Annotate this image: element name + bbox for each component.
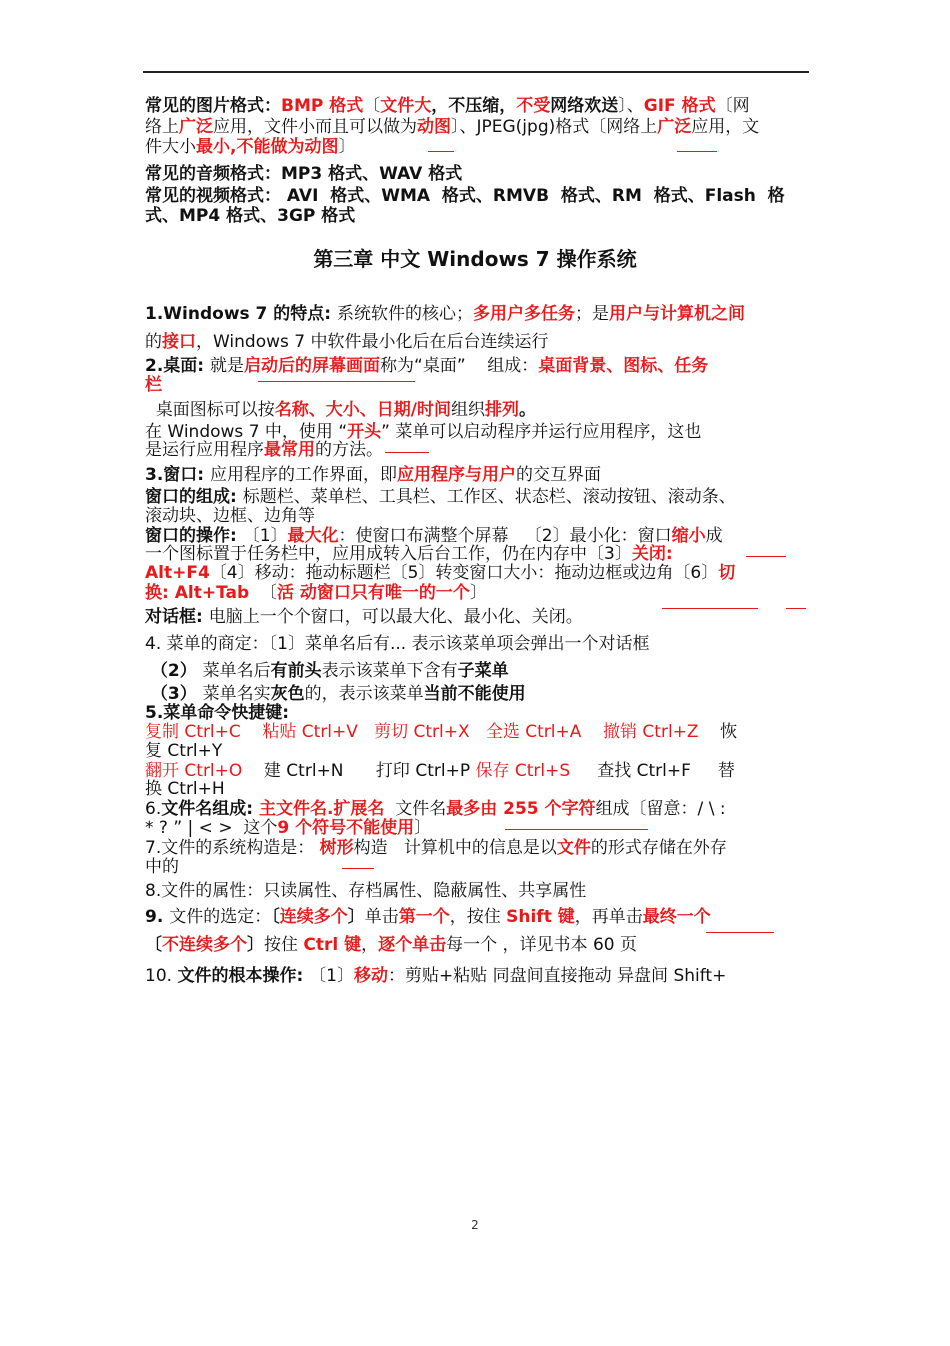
text-run: 9. xyxy=(145,907,170,927)
text-run: 组成〔留意：/ \ : xyxy=(595,799,726,819)
text-run: 成 xyxy=(705,526,723,546)
text-run: 用户与计算机之间 xyxy=(609,304,746,324)
text-run: 窗口的操作: xyxy=(145,526,243,546)
text-run: 接口 xyxy=(162,332,196,352)
blank-line xyxy=(786,608,806,609)
blank-line xyxy=(342,868,374,869)
text-run: 活 动窗口只有唯一的一个 xyxy=(276,583,470,603)
text-line-s7b xyxy=(145,857,810,877)
text-run: 应用程序的工作界面，即 xyxy=(210,465,398,485)
text-run: ：剪贴+粘贴 同盘间直接拖动 异盘间 Shift+ xyxy=(388,966,727,986)
text-run: 最常用 xyxy=(264,440,315,460)
text-run: 应用，文件小而且可以做为 xyxy=(213,117,417,137)
text-line-s2d xyxy=(145,422,810,442)
text-run: 〔 xyxy=(271,907,280,927)
text-run: 〔1〕 xyxy=(242,526,288,546)
text-run: 的 xyxy=(145,332,162,352)
text-line-s2c xyxy=(145,400,810,420)
text-run: 中的 xyxy=(145,857,179,877)
text-run: 〔4〕移动：拖动标题栏〔5〕转变窗口大小：拖动边框或边角〔6〕 xyxy=(209,563,719,583)
text-run: 第一个 xyxy=(398,907,450,927)
text-run: 〕 xyxy=(414,818,432,838)
text-run: ：使窗口布满整个屏幕 〔2〕最小化：窗口 xyxy=(338,526,672,546)
text-run: 对话框: xyxy=(145,607,209,627)
text-line-s5e xyxy=(145,779,810,799)
text-run: 不受 xyxy=(516,96,551,116)
text-run: 动图 xyxy=(417,117,451,137)
text-run: 广泛 xyxy=(179,117,213,137)
text-run: 树形 xyxy=(319,838,354,858)
text-run: 常见的图片格式： xyxy=(145,96,281,116)
header-rule xyxy=(143,71,809,73)
text-run: 〔1〕 xyxy=(309,966,354,986)
blank-line xyxy=(428,151,454,152)
text-line-s3h xyxy=(145,607,810,627)
text-run: 的，表示该菜单 xyxy=(304,684,424,704)
text-run: 复制 Ctrl+C 粘贴 Ctrl+V 剪切 Ctrl+X 全选 Ctrl+A 撤销 Ctrl+Z xyxy=(145,722,699,742)
text-run: Ctrl 键 xyxy=(303,935,362,955)
text-run: 文件的选定： xyxy=(169,907,272,927)
text-line-s5a xyxy=(145,703,810,723)
text-run: 最多由 255 个字符 xyxy=(446,799,596,819)
text-run: 关闭: xyxy=(631,544,673,564)
text-run: （3） xyxy=(145,684,203,704)
text-run: 是运行应用程序 xyxy=(145,440,264,460)
text-run: 〕、 xyxy=(618,96,644,116)
text-run: 9 个符号不能使用 xyxy=(277,818,415,838)
text-line-s9a xyxy=(145,907,810,927)
text-run: 灰色 xyxy=(270,684,305,704)
text-run: 7.文件的系统构造是： xyxy=(145,838,320,858)
text-run: 排列 xyxy=(485,400,520,420)
text-run: 菜单名后 xyxy=(202,661,271,681)
text-line-s3d xyxy=(145,526,810,546)
text-line-s5c xyxy=(145,741,810,761)
text-run: 桌面背景、图标、任务 xyxy=(538,356,709,376)
text-run: 络上 xyxy=(145,117,179,137)
text-run: 的交互界面 xyxy=(516,465,602,485)
text-line-video2 xyxy=(145,206,810,226)
text-run: 〕 xyxy=(247,935,264,955)
text-run: 表示该菜单下含有 xyxy=(321,661,458,681)
text-run: 移动 xyxy=(354,966,388,986)
text-run: 组织 xyxy=(451,400,486,420)
text-line-img2 xyxy=(145,117,810,137)
text-run: 不连续多个 xyxy=(162,935,247,955)
text-line-s7a xyxy=(145,838,810,858)
text-run: 菜单名实 xyxy=(202,684,271,704)
text-run: 电脑上一个个窗口，可以最大化、最小化、关闭。 xyxy=(208,607,583,627)
text-run: GIF 格式 xyxy=(643,96,716,116)
blank-line xyxy=(505,829,648,830)
text-run: 按住 xyxy=(264,935,304,955)
text-run: 最终一个 xyxy=(642,907,711,927)
text-run: ， xyxy=(361,935,379,955)
blank-line xyxy=(385,452,429,453)
text-run: 多用户多任务 xyxy=(473,304,576,324)
text-run: 应用，文 xyxy=(691,117,760,137)
text-run: 一个图标置于任务栏中，应用成转入后台工作，仍在内存中〔3〕 xyxy=(145,544,632,564)
text-line-s9b xyxy=(145,935,810,955)
text-run: 称为“桌面” 组成： xyxy=(380,356,539,376)
blank-line xyxy=(258,381,415,382)
text-run: ，按住 xyxy=(449,907,507,927)
text-run: 常见的视频格式： AVI 格式、WMA 格式、RMVB 格式、RM 格式、Flash 格 xyxy=(145,186,785,206)
text-run: 〕 xyxy=(347,907,365,927)
text-run: 。 xyxy=(519,400,537,420)
text-run: 〕 xyxy=(338,137,356,157)
text-run: 〕 xyxy=(469,583,487,603)
text-run: ” 菜单可以启动程序并运行应用程序，这也 xyxy=(381,422,702,442)
text-run: 文件的根本操作: xyxy=(177,966,310,986)
text-run: 文件大 xyxy=(380,96,432,116)
text-run: 〔 xyxy=(249,583,277,603)
text-run: 件大小 xyxy=(145,137,196,157)
blank-line xyxy=(662,608,758,609)
text-run: 文件名组成: xyxy=(161,799,259,819)
text-run: 标题栏、菜单栏、工具栏、工作区、状态栏、滚动按钮、滚动条、 xyxy=(242,487,736,507)
text-line-s2e xyxy=(145,440,810,460)
text-run: 主文件名.扩展名 xyxy=(258,799,385,819)
text-line-s3c xyxy=(145,506,810,526)
text-line-s3g xyxy=(145,583,810,603)
text-run: 的形式存储在外存 xyxy=(590,838,727,858)
text-run: 〔 xyxy=(363,96,381,116)
text-line-s4a xyxy=(145,634,810,654)
text-run: 〕、JPEG(jpg)格式〔网络上 xyxy=(451,117,658,137)
text-run: 在 Windows 7 中，使用 “ xyxy=(145,422,348,442)
text-run: 广泛 xyxy=(657,117,692,137)
text-run: 单击 xyxy=(364,907,399,927)
text-run: 1.Windows 7 的特点: xyxy=(145,304,338,324)
text-run: Alt+F4 xyxy=(145,563,210,583)
text-line-s2a xyxy=(145,356,810,376)
text-run: 网络欢送 xyxy=(550,96,619,116)
text-line-audio xyxy=(145,164,810,184)
text-run: 2.桌面: xyxy=(145,356,211,376)
text-run: 最小,不能做为动图 xyxy=(196,137,339,157)
text-run: ，不压缩， xyxy=(431,96,517,116)
text-run: 就是 xyxy=(210,356,245,376)
text-run: 3.窗口: xyxy=(145,465,211,485)
text-line-video1 xyxy=(145,186,810,206)
text-run: 构造 计算机中的信息是以 xyxy=(353,838,557,858)
text-line-s3b xyxy=(145,487,810,507)
text-run: 逐个单击 xyxy=(378,935,447,955)
text-run: 建 Ctrl+N 打印 Ctrl+P xyxy=(242,761,476,781)
text-run: 开头 xyxy=(347,422,382,442)
text-run: 每一个 ，详见书本 60 页 xyxy=(446,935,637,955)
text-run: Shift 键 xyxy=(506,907,575,927)
text-line-s3e xyxy=(145,544,810,564)
blank-line xyxy=(746,556,786,557)
text-line-s8 xyxy=(145,881,810,901)
text-run: 连续多个 xyxy=(279,907,348,927)
text-line-s5b xyxy=(145,722,810,742)
text-run: 〔 xyxy=(145,935,162,955)
text-run: 8.文件的属性：只读属性、存档属性、隐蔽属性、共享属性 xyxy=(145,881,587,901)
text-line-s5d xyxy=(145,761,810,781)
text-run: 启动后的屏幕画面 xyxy=(244,356,381,376)
text-line-s1b xyxy=(145,332,810,352)
chapter-title: 第三章 中文 Windows 7 操作系统 xyxy=(313,247,637,271)
blank-line xyxy=(677,151,717,152)
text-line-s10 xyxy=(145,966,810,986)
text-run: 当前不能使用 xyxy=(423,684,526,704)
text-run: 常见的音频格式：MP3 格式、WAV 格式 xyxy=(145,164,463,184)
text-line-s4c xyxy=(145,684,810,704)
text-run: 复 Ctrl+Y xyxy=(145,741,223,761)
text-run: 翻开 Ctrl+O xyxy=(145,761,243,781)
text-line-s6a xyxy=(145,799,810,819)
text-run: 6. xyxy=(145,799,162,819)
text-line-s3a xyxy=(145,465,810,485)
text-run: 滚动块、边框、边角等 xyxy=(145,506,315,526)
text-line-s2b xyxy=(145,375,810,395)
text-run: ，Windows 7 中软件最小化后在后台连续运行 xyxy=(196,332,549,352)
text-run: 窗口的组成: xyxy=(145,487,243,507)
text-line-s4b xyxy=(145,661,810,681)
text-run: 子菜单 xyxy=(457,661,509,681)
text-line-s1a xyxy=(145,304,810,324)
text-run: 恢 xyxy=(698,722,738,742)
text-run: 〔网 xyxy=(715,96,750,116)
text-run: 应用程序与用户 xyxy=(397,465,517,485)
text-line-s3f xyxy=(145,563,810,583)
text-run: 缩小 xyxy=(671,526,706,546)
text-run: ，再单击 xyxy=(574,907,643,927)
text-line-img3 xyxy=(145,137,810,157)
text-run: 栏 xyxy=(145,375,162,395)
text-run: 换 Ctrl+H xyxy=(145,779,225,799)
text-run: 4. 菜单的商定：〔1〕菜单名后有... 表示该菜单项会弹出一个对话框 xyxy=(145,634,650,654)
text-run: 换: Alt+Tab xyxy=(145,583,250,603)
page-number: 2 xyxy=(471,1218,479,1232)
text-run: 切 xyxy=(718,563,736,583)
text-run: 名称、大小、日期/时间 xyxy=(274,400,452,420)
text-run: 有前头 xyxy=(270,661,322,681)
text-run: 10. xyxy=(145,966,178,986)
text-line-img1 xyxy=(145,96,810,116)
text-run: ；是 xyxy=(575,304,610,324)
text-run: 查找 Ctrl+F 替 xyxy=(570,761,735,781)
text-run: BMP 格式 xyxy=(281,96,364,116)
text-run: 5.菜单命令快捷键: xyxy=(145,703,290,723)
blank-line xyxy=(706,932,774,933)
text-run: 桌面图标可以按 xyxy=(145,400,275,420)
text-run: 系统软件的核心； xyxy=(337,304,474,324)
text-run: * ? ” | < > 这个 xyxy=(145,818,278,838)
text-run: 最大化 xyxy=(287,526,339,546)
text-run: 式、MP4 格式、3GP 格式 xyxy=(145,206,356,226)
text-run: 文件 xyxy=(556,838,591,858)
text-run: 文件名 xyxy=(384,799,447,819)
text-run: 保存 Ctrl+S xyxy=(475,761,571,781)
text-run: 的方法。 xyxy=(315,440,383,460)
text-line-s6b xyxy=(145,818,810,838)
text-run: （2） xyxy=(145,661,203,681)
